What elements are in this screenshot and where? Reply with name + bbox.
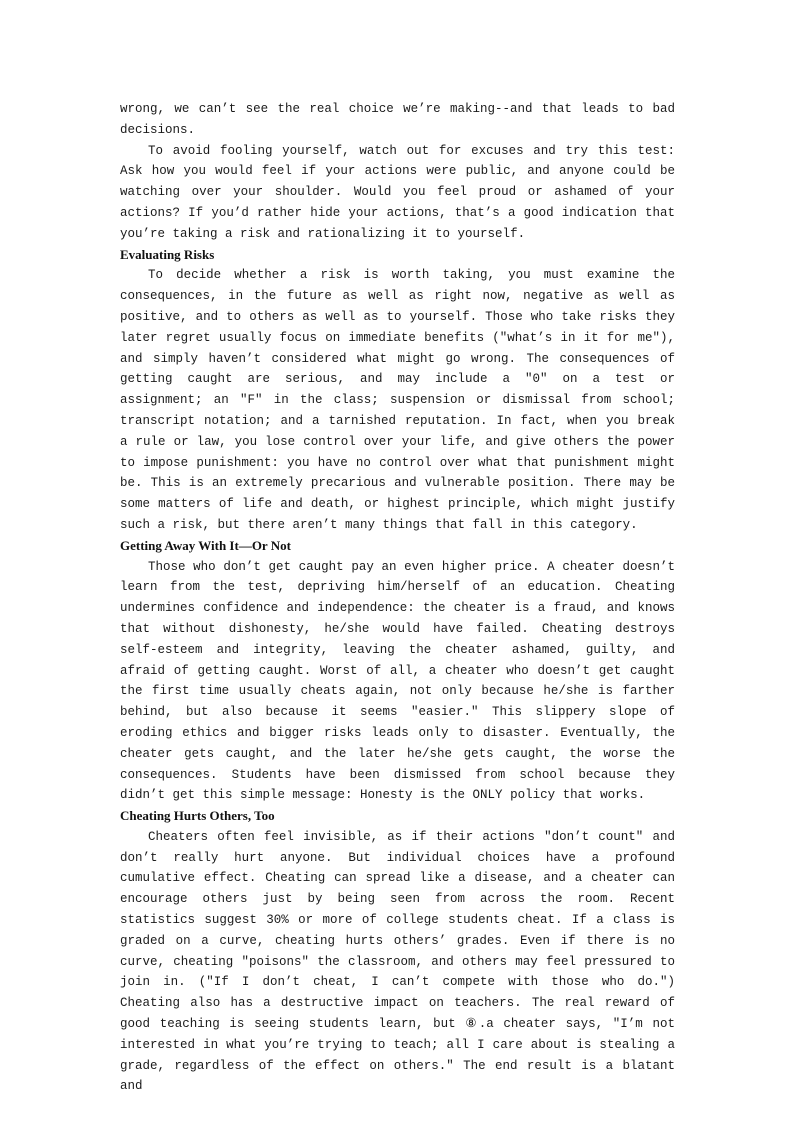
paragraph-avoid-fooling-yourself: To avoid fooling yourself, watch out for excuses and try this test: Ask how you would feel if your actions were public, and anyone could be watching over your shoulder. Would you feel proud or ashamed of your actions? If you’d rather hide your actions, that’s a good indication that you’re taking a risk and rationalizing it to yourself. — [120, 143, 675, 241]
paragraph-cheating-hurts-others: Cheaters often feel invisible, as if their actions "don’t count" and don’t really hurt anyone. But individual choices have a profound cumulative effect. Cheating can spread like a disease, and a cheater can encourage others just by being seen from across the room. Recent statistics suggest 30% or more of college students cheat. If a class is graded on a curve, cheating hurts others’ grades. Even if there is no curve, cheating "poisons" the classroom, and others may feel pressured to join in. ("If I don’t cheat, I can’t compete with those who do.") Cheating also has a destructive impact on teachers. The real reward of good teaching is seeing students learn, but ⑧.a cheater says, "I’m not interested in what you’re trying to teach; all I care about is stealing a grade, regardless of the effect on others." The end result is a blatant and — [120, 829, 675, 1094]
document-page — [120, 99, 675, 1097]
paragraph-getting-away-with-it: Those who don’t get caught pay an even higher price. A cheater doesn’t learn from the test, depriving him/herself of an education. Cheating undermines confidence and independence: the cheater is a fraud, and knows that without dishonesty, he/she would have failed. Cheating destroys self-esteem and integrity, leaving the cheater ashamed, guilty, and afraid of getting caught. Worst of all, a cheater who doesn’t get caught the first time usually cheats again, not only because he/she is farther behind, but also because it seems "easier." This slippery slope of eroding ethics and bigger risks leads only to disaster. Eventually, the cheater gets caught, and the later he/she gets caught, the worse the consequences. Students have been dismissed from school because they didn’t get this simple message: Honesty is the ONLY policy that works. — [120, 559, 675, 803]
heading-cheating-hurts-others: Cheating Hurts Others, Too — [120, 808, 275, 824]
paragraph-continuation: wrong, we can’t see the real choice we’re making--and that leads to bad decisions. — [120, 102, 675, 137]
heading-evaluating-risks: Evaluating Risks — [120, 246, 215, 262]
heading-getting-away-with-it: Getting Away With It—Or Not — [120, 537, 291, 553]
paragraph-evaluating-risks: To decide whether a risk is worth taking, you must examine the consequences, in the future as well as right now, negative as well as positive, and to others as well as to yourself. Those who take risks they later regret usually focus on immediate benefits ("what’s in it for me"), and simply haven’t considered what might go wrong. The consequences of getting caught are serious, and may include a "0" on a test or assignment; an "F" in the class; suspension or dismissal from school; transcript notation; and a tarnished reputation. In fact, when you break a rule or law, you lose control over your life, and give others the power to impose punishment: you have no control over what that punishment might be. This is an extremely precarious and vulnerable position. There may be some matters of life and death, or highest principle, which might justify such a risk, but there aren’t many things that fall in this category. — [120, 268, 675, 532]
